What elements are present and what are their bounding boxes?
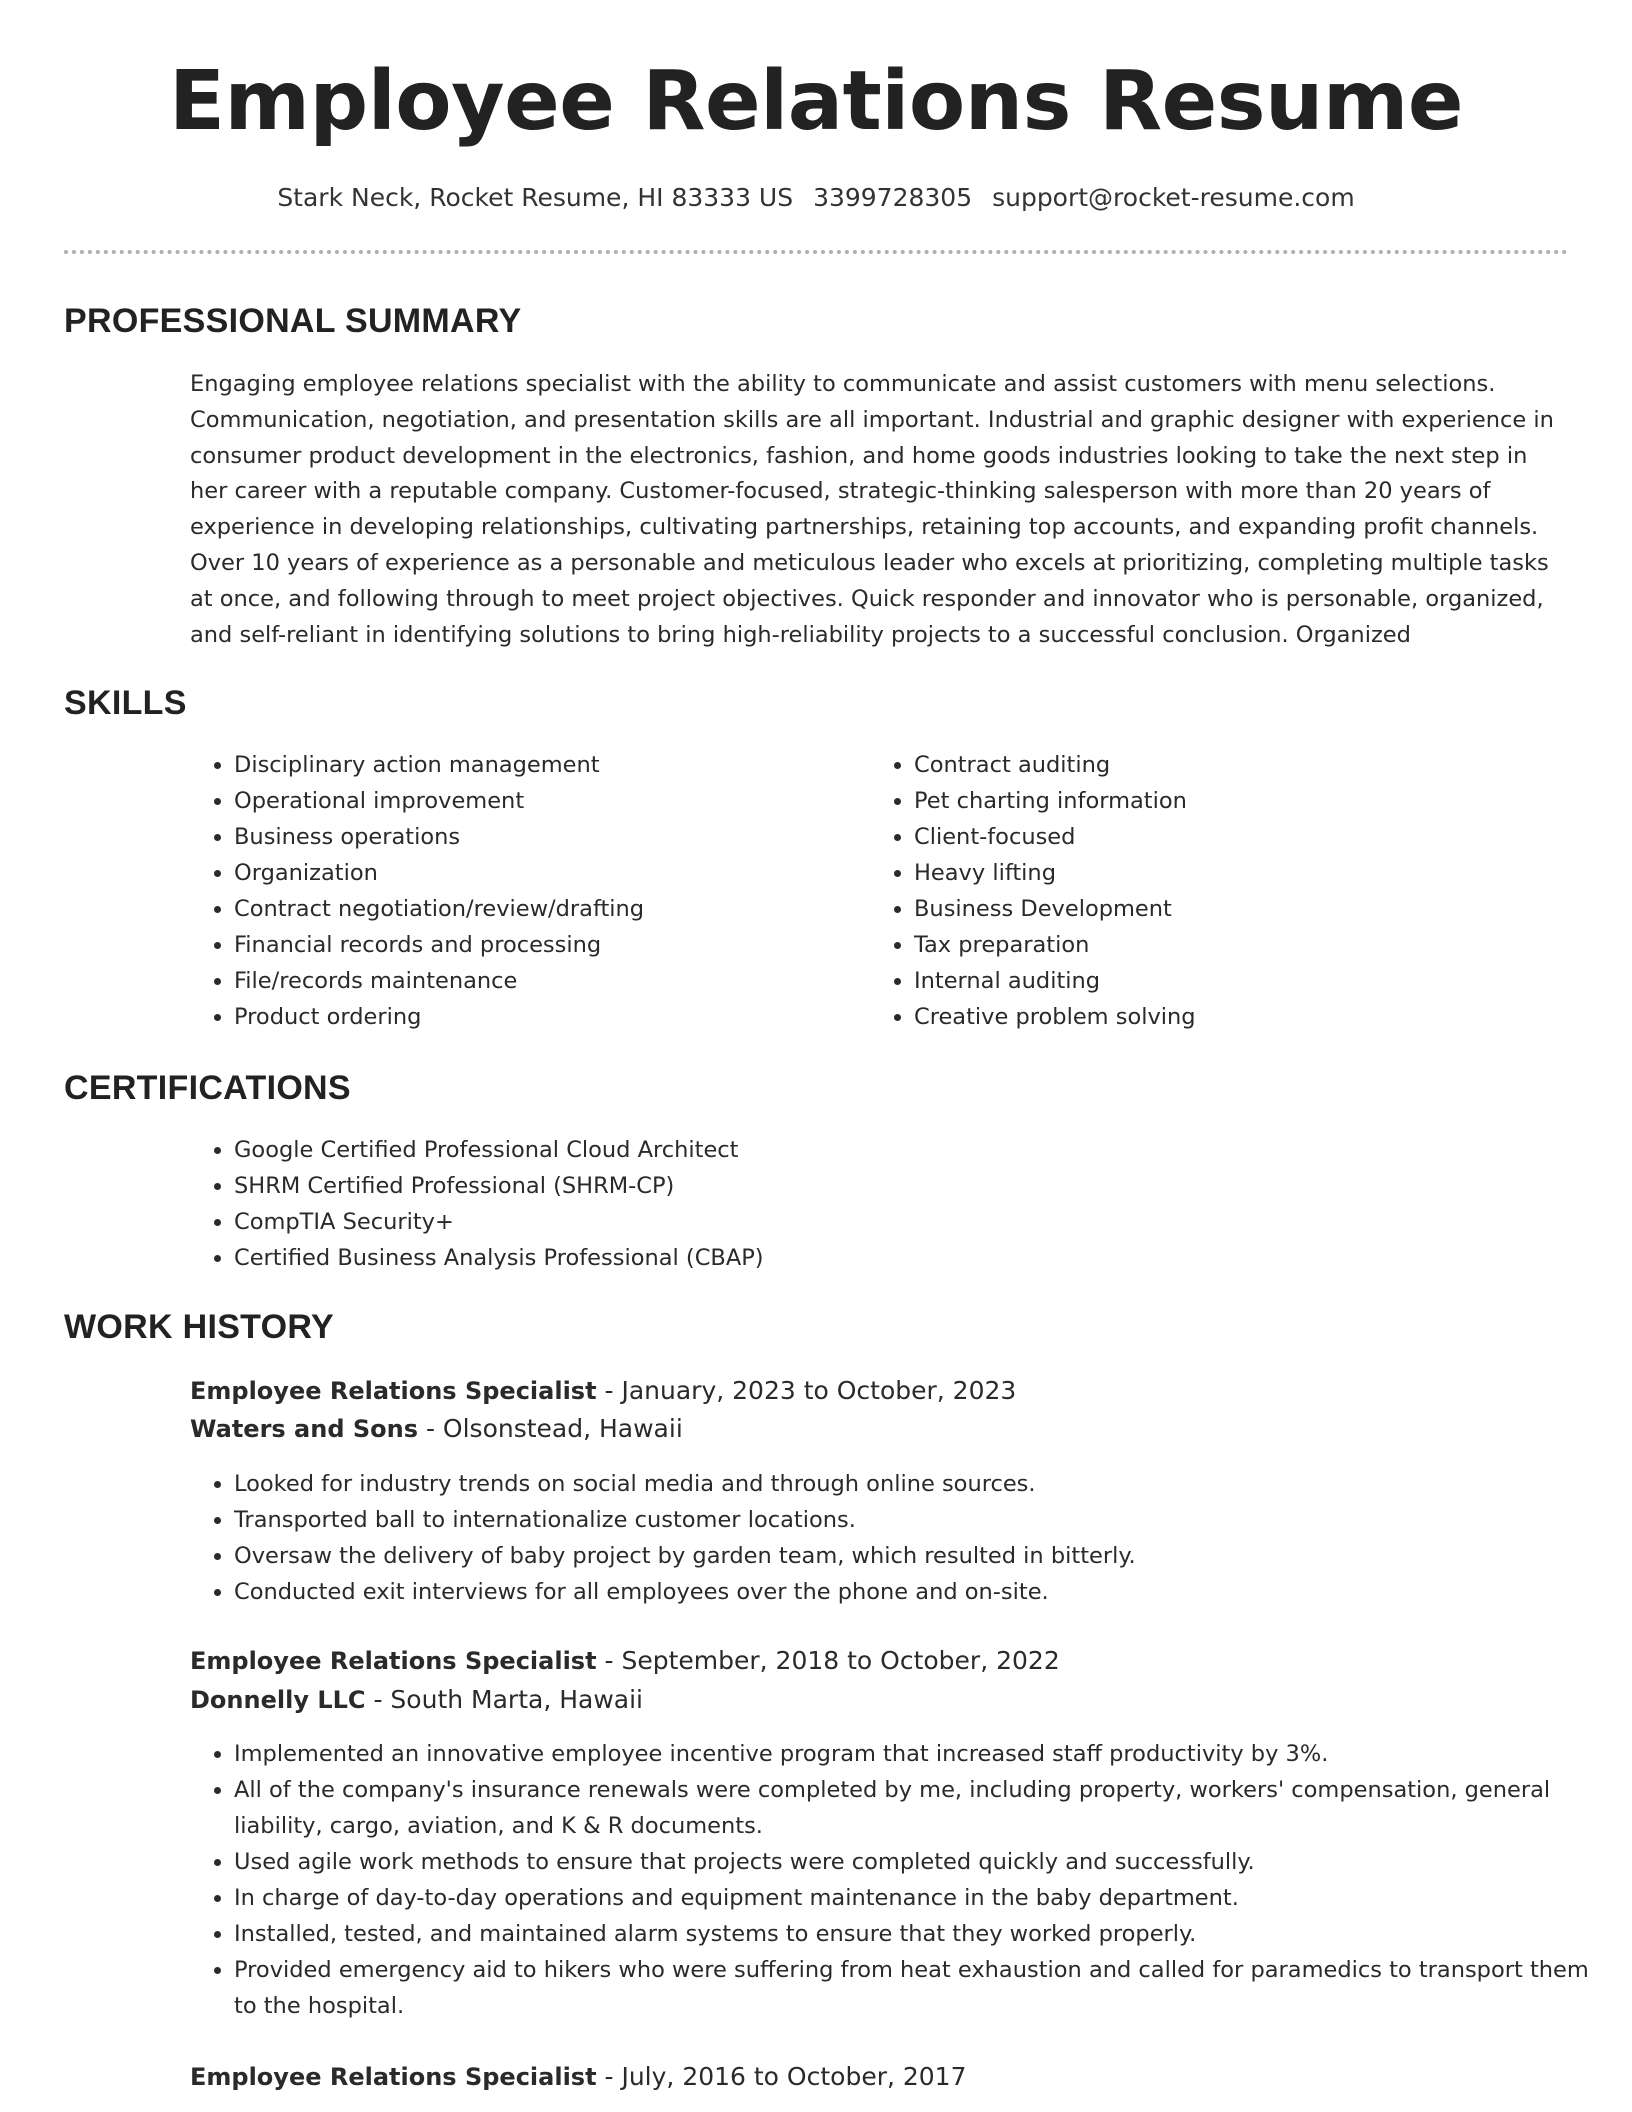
resume-title: Employee Relations Resume [169, 54, 1463, 149]
skill-item: • Operational improvement [234, 783, 854, 819]
certification-item: • SHRM Certified Professional (SHRM-CP) [234, 1168, 1614, 1204]
contact-line [0, 181, 1632, 215]
job-bullets [190, 1736, 1614, 2024]
skill-item: • Contract negotiation/review/drafting [234, 891, 854, 927]
header-divider [64, 250, 1568, 254]
skills-heading: SKILLS [64, 684, 187, 722]
job-bullet: • Conducted exit interviews for all employees over the phone and on-site. [234, 1574, 1614, 1610]
skill-item: • Business operations [234, 819, 854, 855]
job-location: - Olsonstead, Hawaii [418, 1414, 683, 1443]
skill-item: • Disciplinary action management [234, 747, 854, 783]
job-bullet: • Oversaw the delivery of baby project by garden team, which resulted in bitterly. [234, 1538, 1614, 1574]
job-title-line [190, 2058, 967, 2096]
job-company: Donnelly LLC [190, 1686, 366, 1714]
job-title: Employee Relations Specialist [190, 1647, 597, 1675]
summary-heading: PROFESSIONAL SUMMARY [64, 302, 522, 340]
summary-text: Engaging employee relations specialist with the ability to communicate and assist customers with menu selections. Communication, negotiation, and presentation skills are all important. Industrial and graphic designer with experience in consumer product development in the electronics, fashion, and home goods industries looking to take the next step in her career with a reputable company. Customer-focused, strategic-thinking salesperson with more than 20 years of experience in developing relationships, cultivating partnerships, retaining top accounts, and expanding profit channels. Over 10 years of experience as a personable and meticulous leader who excels at prioritizing, completing multiple tasks at once, and following through to meet project objectives. Quick responder and innovator who is personable, organized, and self-reliant in identifying solutions to bring high-reliability projects to a successful conclusion. Organized [190, 371, 1554, 648]
certifications-heading: CERTIFICATIONS [64, 1069, 351, 1107]
skill-item: • Tax preparation [914, 927, 1534, 963]
job-company: Waters and Sons [190, 1415, 418, 1443]
job-title: Employee Relations Specialist [190, 1377, 597, 1405]
skill-item: • Financial records and processing [234, 927, 854, 963]
certifications-list [190, 1132, 1614, 1276]
work-history-heading: WORK HISTORY [64, 1308, 334, 1346]
contact-email: support@rocket-resume.com [992, 183, 1355, 212]
skill-item: • File/records maintenance [234, 963, 854, 999]
contact-phone: 3399728305 [813, 183, 973, 212]
skill-item: • Organization [234, 855, 854, 891]
job-title: Employee Relations Specialist [190, 2063, 597, 2091]
skill-item: • Pet charting information [914, 783, 1534, 819]
job-bullet: • Implemented an innovative employee incentive program that increased staff productivity by 3%. [234, 1736, 1614, 1772]
contact-address: Stark Neck, Rocket Resume, HI 83333 US [277, 183, 794, 212]
skills-list-right [870, 747, 1534, 1035]
skills-list-left [190, 747, 854, 1035]
job-bullet: • In charge of day-to-day operations and equipment maintenance in the baby department. [234, 1880, 1614, 1916]
skill-item: • Business Development [914, 891, 1534, 927]
skill-item: • Client-focused [914, 819, 1534, 855]
certification-item: • CompTIA Security+ [234, 1204, 1614, 1240]
job-dates: - September, 2018 to October, 2022 [596, 1646, 1060, 1675]
certification-item: • Google Certified Professional Cloud Architect [234, 1132, 1614, 1168]
job-title-line [190, 1372, 1016, 1410]
skill-item: • Product ordering [234, 999, 854, 1035]
certification-item: • Certified Business Analysis Professional (CBAP) [234, 1240, 1614, 1276]
job-title-line [190, 1642, 1060, 1680]
skill-item: • Contract auditing [914, 747, 1534, 783]
job-dates: - July, 2016 to October, 2017 [596, 2062, 967, 2091]
job-company-line [190, 1410, 683, 1448]
job-dates: - January, 2023 to October, 2023 [596, 1376, 1017, 1405]
job-bullet: • All of the company's insurance renewals were completed by me, including property, workers' compensation, general liability, cargo, aviation, and K & R documents. [234, 1772, 1614, 1844]
job-bullets [190, 1466, 1614, 1610]
skill-item: • Creative problem solving [914, 999, 1534, 1035]
job-bullet: • Installed, tested, and maintained alarm systems to ensure that they worked properly. [234, 1916, 1614, 1952]
job-company-line [190, 1681, 643, 1719]
job-bullet: • Looked for industry trends on social media and through online sources. [234, 1466, 1614, 1502]
job-bullet: • Transported ball to internationalize customer locations. [234, 1502, 1614, 1538]
skill-item: • Internal auditing [914, 963, 1534, 999]
skill-item: • Heavy lifting [914, 855, 1534, 891]
job-bullet: • Provided emergency aid to hikers who were suffering from heat exhaustion and called for paramedics to transport them to the hospital. [234, 1952, 1614, 2024]
job-bullet: • Used agile work methods to ensure that projects were completed quickly and successfully. [234, 1844, 1614, 1880]
job-location: - South Marta, Hawaii [365, 1685, 643, 1714]
